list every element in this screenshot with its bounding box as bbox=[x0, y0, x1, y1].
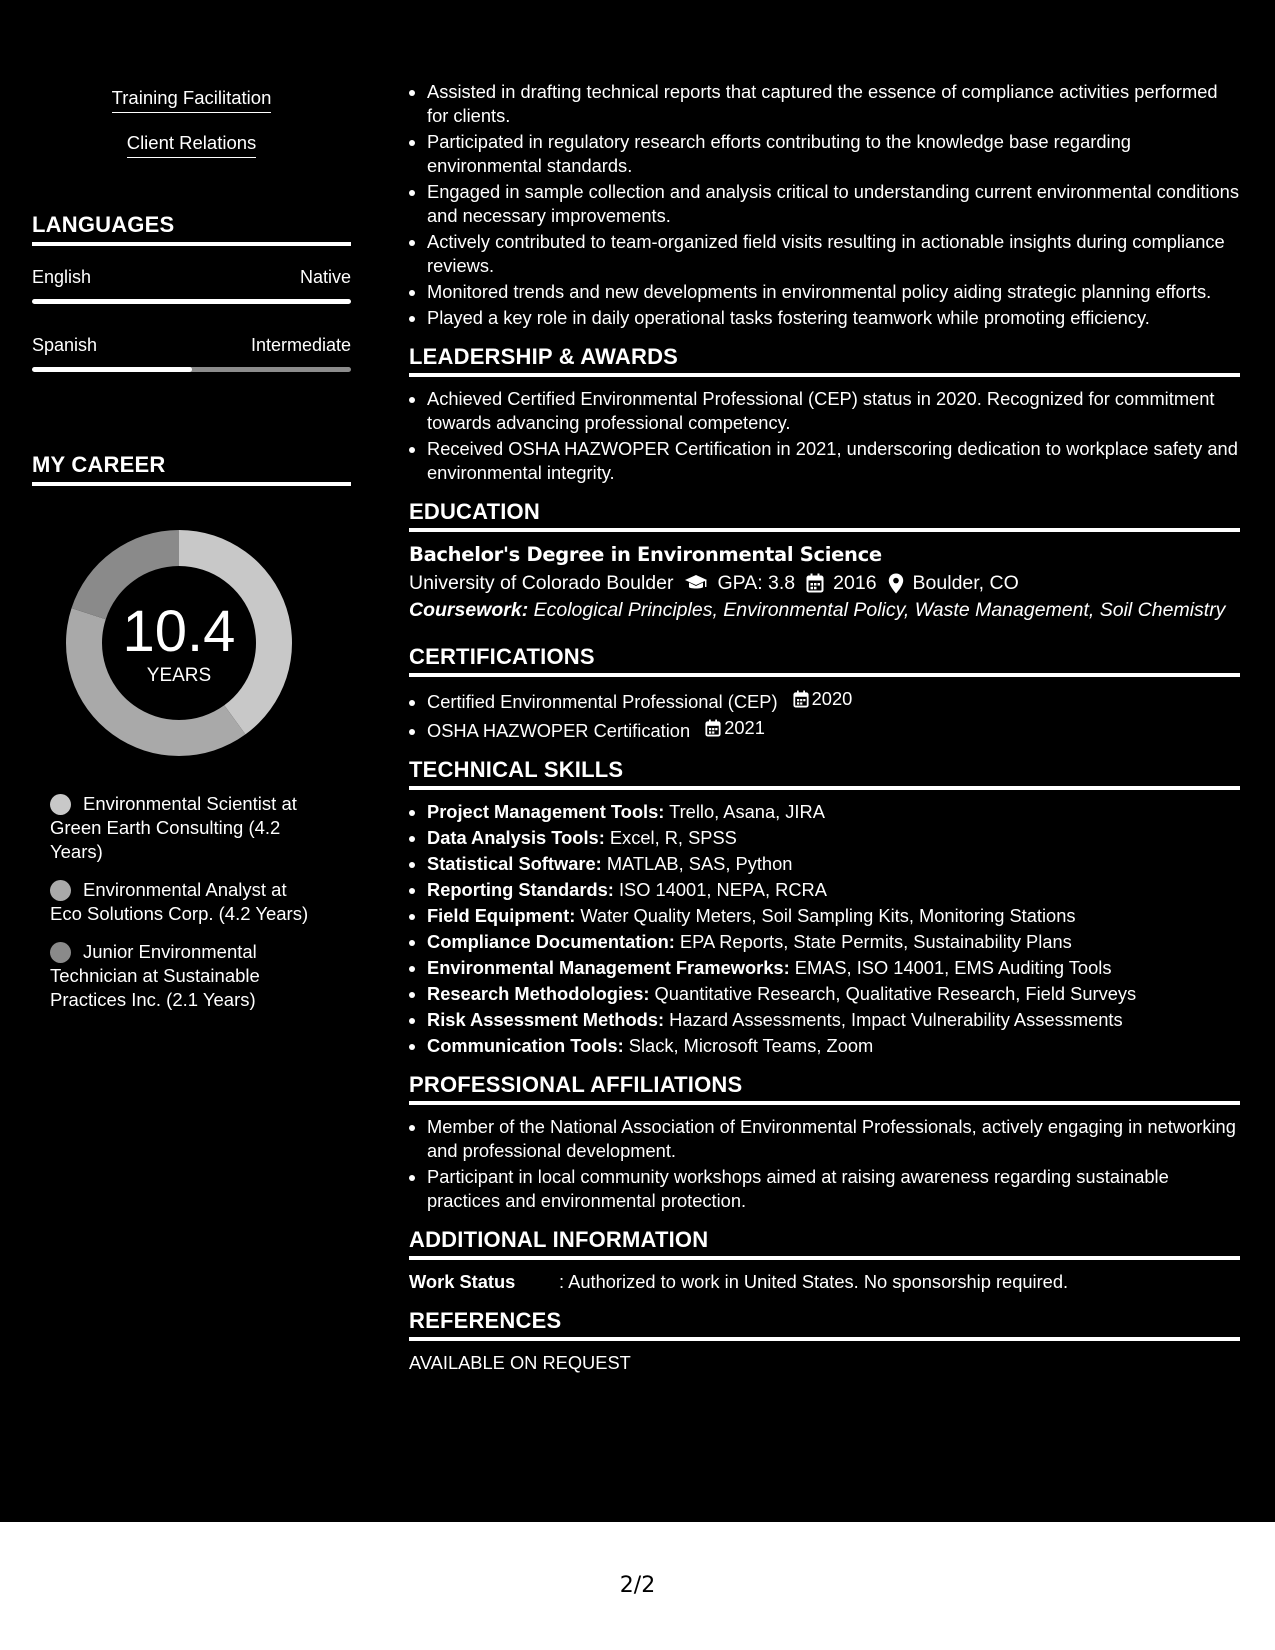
certification-item bbox=[427, 716, 1240, 743]
career-legend-item bbox=[50, 940, 320, 1012]
skill-tag bbox=[32, 131, 351, 176]
page-footer bbox=[0, 1522, 1275, 1650]
career-legend-text: Environmental Scientist at Green Earth Consulting (4.2 Years) bbox=[50, 793, 297, 862]
work-status-label: Work Status bbox=[409, 1271, 516, 1292]
certifications-section bbox=[409, 644, 1240, 743]
technical-skill-label: Statistical Software: bbox=[427, 853, 602, 874]
career-legend-dot bbox=[50, 942, 71, 963]
technical-skill-item bbox=[427, 852, 1240, 876]
technical-skill-label: Reporting Standards: bbox=[427, 879, 614, 900]
coursework-label: Coursework: bbox=[409, 599, 529, 621]
education-gpa: GPA: 3.8 bbox=[717, 572, 796, 594]
technical-skill-item bbox=[427, 956, 1240, 980]
leadership-item: • Achieved Certified Environmental Professional (CEP) status in 2020. Recognized for commitment towards advancing professional competency. bbox=[427, 387, 1240, 435]
certification-year: 2020 bbox=[811, 688, 853, 709]
certification-name: Certified Environmental Professional (CEP) bbox=[427, 691, 778, 712]
career-total-years: 10.4 bbox=[122, 599, 236, 664]
certification-name: OSHA HAZWOPER Certification bbox=[427, 720, 691, 741]
skill-tag-label: Client Relations bbox=[127, 131, 257, 158]
languages-section bbox=[32, 212, 351, 372]
additional-info-heading: ADDITIONAL INFORMATION bbox=[409, 1227, 1240, 1260]
career-legend-dot bbox=[50, 880, 71, 901]
references-section bbox=[409, 1308, 1240, 1375]
technical-skill-label: Research Methodologies: bbox=[427, 983, 650, 1004]
additional-info-section bbox=[409, 1227, 1240, 1294]
language-item bbox=[32, 334, 351, 372]
calendar-icon bbox=[793, 690, 809, 708]
technical-skill-item bbox=[427, 1008, 1240, 1032]
work-status-value: : Authorized to work in United States. No sponsorship required. bbox=[559, 1271, 1069, 1292]
language-level: Native bbox=[299, 267, 351, 287]
technical-skill-item bbox=[427, 982, 1240, 1006]
experience-bullet: • Assisted in drafting technical reports that captured the essence of compliance activities performed for clients. bbox=[427, 80, 1240, 128]
affiliation-item: • Participant in local community workshops aimed at raising awareness regarding sustainable practices and environmental protection. bbox=[427, 1165, 1240, 1213]
career-total-unit: YEARS bbox=[146, 665, 212, 686]
work-status-row bbox=[409, 1270, 1240, 1294]
education-coursework bbox=[409, 598, 1240, 622]
affiliations-heading: PROFESSIONAL AFFILIATIONS bbox=[409, 1072, 1240, 1105]
language-proficiency-fill bbox=[32, 299, 351, 304]
technical-skill-item bbox=[427, 904, 1240, 928]
technical-skill-item bbox=[427, 800, 1240, 824]
career-section bbox=[32, 452, 351, 486]
technical-skill-value: EMAS, ISO 14001, EMS Auditing Tools bbox=[789, 957, 1112, 978]
education-school: University of Colorado Boulder bbox=[409, 572, 674, 594]
page-number: 2/2 bbox=[619, 1573, 656, 1598]
technical-skill-item bbox=[427, 1034, 1240, 1058]
calendar-icon bbox=[705, 719, 721, 737]
experience-bullet: • Monitored trends and new developments in environmental policy aiding strategic planning efforts. bbox=[427, 280, 1240, 304]
technical-skill-value: Water Quality Meters, Soil Sampling Kits, Monitoring Stations bbox=[575, 905, 1076, 926]
technical-skill-item bbox=[427, 878, 1240, 902]
references-heading: REFERENCES bbox=[409, 1308, 1240, 1341]
calendar-icon bbox=[806, 573, 824, 593]
coursework-list: Ecological Principles, Environmental Policy, Waste Management, Soil Chemistry bbox=[528, 599, 1226, 621]
languages-heading: LANGUAGES bbox=[32, 212, 351, 246]
skill-tags bbox=[32, 86, 351, 176]
language-proficiency-bar bbox=[32, 367, 351, 372]
education-meta bbox=[409, 568, 1240, 598]
career-legend-dot bbox=[50, 794, 71, 815]
career-legend-item bbox=[50, 792, 320, 864]
experience-bullet: • Engaged in sample collection and analysis critical to understanding current environmental conditions and necessary improvements. bbox=[427, 180, 1240, 228]
technical-skill-label: Data Analysis Tools: bbox=[427, 827, 605, 848]
language-proficiency-fill bbox=[32, 367, 192, 372]
map-pin-icon bbox=[888, 573, 904, 594]
language-level: Intermediate bbox=[250, 335, 351, 355]
technical-skill-item bbox=[427, 826, 1240, 850]
career-legend-text: Junior Environmental Technician at Sustainable Practices Inc. (2.1 Years) bbox=[50, 941, 260, 1010]
education-degree: Bachelor's Degree in Environmental Science bbox=[409, 543, 882, 566]
experience-bullet: • Participated in regulatory research efforts contributing to the knowledge base regarding environmental standards. bbox=[427, 130, 1240, 178]
technical-skill-value: Excel, R, SPSS bbox=[604, 827, 737, 848]
education-section bbox=[409, 499, 1240, 622]
technical-skill-value: Hazard Assessments, Impact Vulnerability Assessments bbox=[664, 1009, 1123, 1030]
career-legend-item bbox=[50, 878, 320, 926]
right-column bbox=[409, 80, 1240, 1375]
technical-skill-label: Compliance Documentation: bbox=[427, 931, 675, 952]
language-proficiency-bar bbox=[32, 299, 351, 304]
skill-tag bbox=[32, 86, 351, 131]
experience-bullet: • Played a key role in daily operational tasks fostering teamwork while promoting efficiency. bbox=[427, 306, 1240, 330]
affiliation-item: • Member of the National Association of Environmental Professionals, actively engaging in networking and professional development. bbox=[427, 1115, 1240, 1163]
career-heading: MY CAREER bbox=[32, 452, 351, 486]
leadership-item: • Received OSHA HAZWOPER Certification in 2021, underscoring dedication to workplace safety and environmental integrity. bbox=[427, 437, 1240, 485]
technical-skill-value: ISO 14001, NEPA, RCRA bbox=[613, 879, 827, 900]
graduation-cap-icon bbox=[684, 574, 708, 592]
language-name: English bbox=[32, 267, 92, 287]
technical-skill-label: Field Equipment: bbox=[427, 905, 576, 926]
leadership-section bbox=[409, 344, 1240, 485]
technical-skill-item bbox=[427, 930, 1240, 954]
education-year: 2016 bbox=[833, 572, 877, 594]
technical-skill-label: Environmental Management Frameworks: bbox=[427, 957, 790, 978]
education-location: Boulder, CO bbox=[912, 572, 1019, 594]
certifications-heading: CERTIFICATIONS bbox=[409, 644, 1240, 677]
technical-skills-section bbox=[409, 757, 1240, 1058]
career-legend-text: Environmental Analyst at Eco Solutions Corp. (4.2 Years) bbox=[50, 879, 309, 924]
experience-bullets bbox=[409, 80, 1240, 330]
skill-tag-label: Training Facilitation bbox=[112, 86, 272, 113]
leadership-heading: LEADERSHIP & AWARDS bbox=[409, 344, 1240, 377]
technical-skill-label: Communication Tools: bbox=[427, 1035, 624, 1056]
affiliations-section bbox=[409, 1072, 1240, 1213]
technical-skill-value: Slack, Microsoft Teams, Zoom bbox=[623, 1035, 874, 1056]
technical-skill-value: EPA Reports, State Permits, Sustainability Plans bbox=[674, 931, 1072, 952]
certification-year: 2021 bbox=[724, 717, 765, 738]
technical-skill-label: Risk Assessment Methods: bbox=[427, 1009, 665, 1030]
references-text: AVAILABLE ON REQUEST bbox=[409, 1352, 631, 1373]
language-item bbox=[32, 266, 351, 304]
technical-skill-value: MATLAB, SAS, Python bbox=[601, 853, 793, 874]
technical-skills-heading: TECHNICAL SKILLS bbox=[409, 757, 1240, 790]
technical-skill-value: Trello, Asana, JIRA bbox=[664, 801, 825, 822]
certification-item bbox=[427, 687, 1240, 714]
technical-skill-value: Quantitative Research, Qualitative Research, Field Surveys bbox=[649, 983, 1137, 1004]
technical-skill-label: Project Management Tools: bbox=[427, 801, 665, 822]
language-name: Spanish bbox=[32, 335, 98, 355]
education-heading: EDUCATION bbox=[409, 499, 1240, 532]
experience-bullet: • Actively contributed to team-organized field visits resulting in actionable insights during compliance reviews. bbox=[427, 230, 1240, 278]
